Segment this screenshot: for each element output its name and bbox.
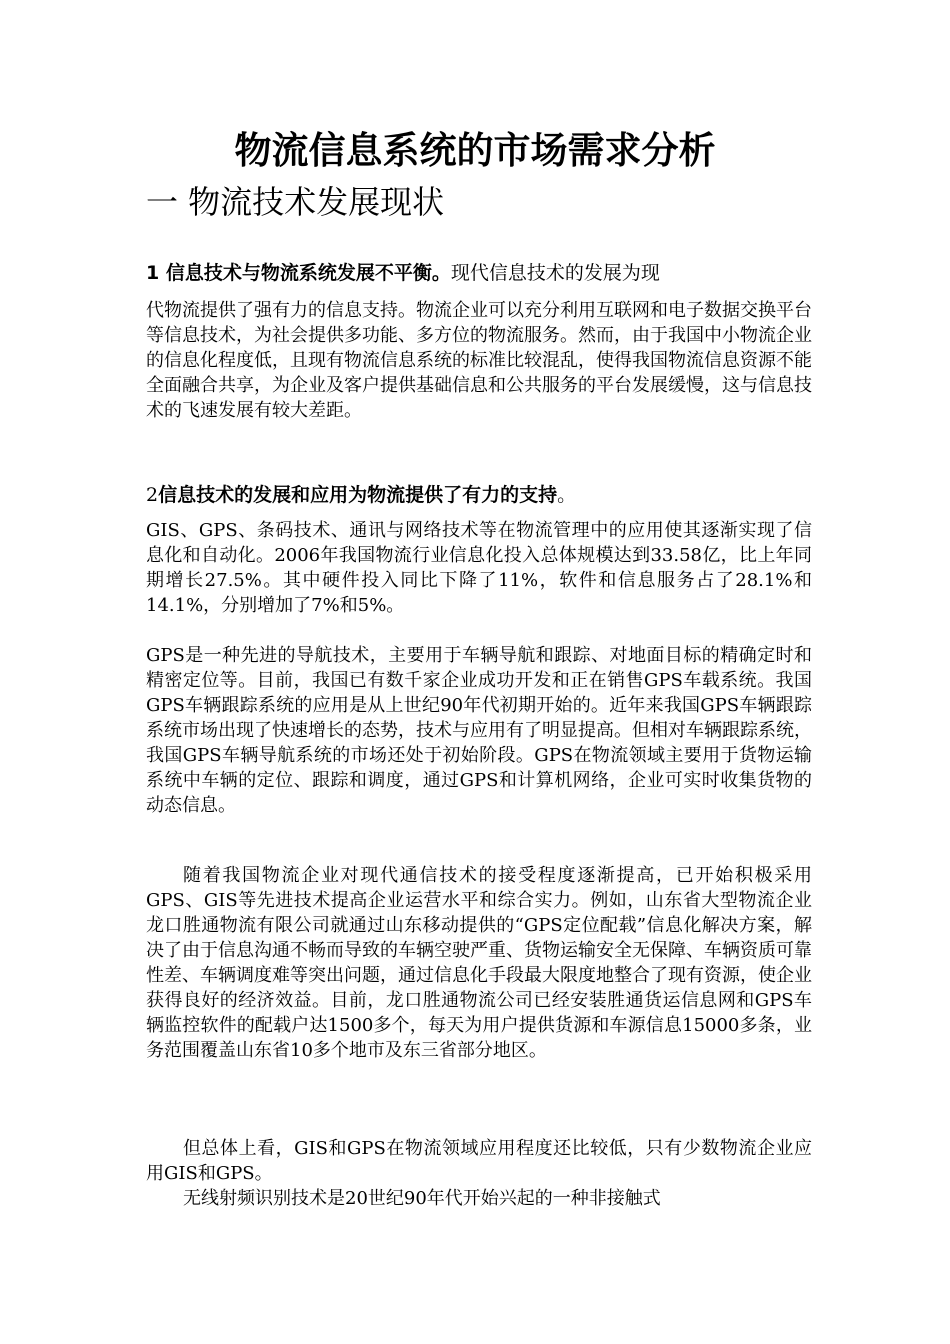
point2-trailing: 。 xyxy=(557,484,577,506)
point1-body: 代物流提供了强有力的信息支持。物流企业可以充分利用互联网和电子数据交换平台等信息技术，为社会提供多功能、多方位的物流服务。然而，由于我国中小物流企业的信息化程度低，且现有物流信息系统的标准比较混乱，使得我国物流信息资源不能全面融合共享，为企业及客户提供基础信息和公共服务的平台发展缓慢，这与信息技术的飞速发展有较大差距。 xyxy=(146,300,812,421)
paragraph-rfid: 无线射频识别技术是20世纪90年代开始兴起的一种非接触式 xyxy=(183,1188,661,1209)
point2-number: 2 xyxy=(146,484,159,506)
document-title: 物流信息系统的市场需求分析 xyxy=(234,129,716,172)
paragraph-example: 随着我国物流企业对现代通信技术的接受程度逐渐提高，已开始积极采用GPS、GIS等先进技术提高企业运营水平和综合实力。例如，山东省大型物流企业龙口胜通物流有限公司就通过山东移动提供的“GPS定位配载”信息化解决方案，解决了由于信息沟通不畅而导致的车辆空驶严重、货物运输安全无保障、车辆资质可靠性差、车辆调度难等突出问题，通过信息化手段最大限度地整合了现有资源，使企业获得良好的经济效益。目前，龙口胜通物流公司已经安装胜通货运信息网和GPS车辆监控软件的配载户达1500多个，每天为用户提供货源和车源信息15000多条，业务范围覆盖山东省10多个地市及东三省部分地区。 xyxy=(146,865,812,1061)
point1-heading: 1 信息技术与物流系统发展不平衡。 xyxy=(146,262,451,284)
section-heading: 一 物流技术发展现状 xyxy=(146,183,445,221)
point2-heading-line xyxy=(146,481,826,509)
paragraph-gps: GPS是一种先进的导航技术，主要用于车辆导航和跟踪、对地面目标的精确定时和精密定位等。目前，我国已有数千家企业成功开发和正在销售GPS车载系统。我国GPS车辆跟踪系统的应用是从上世纪90年代初期开始的。近年来我国GPS车辆跟踪系统市场出现了快速增长的态势，技术与应用有了明显提高。但相对车辆跟踪系统，我国GPS车辆导航系统的市场还处于初始阶段。GPS在物流领域主要用于货物运输系统中车辆的定位、跟踪和调度，通过GPS和计算机网络，企业可实时收集货物的动态信息。 xyxy=(146,645,812,816)
point1-lead-text: 现代信息技术的发展为现 xyxy=(450,262,660,284)
paragraph-overall: 但总体上看，GIS和GPS在物流领域应用程度还比较低，只有少数物流企业应用GIS和GPS。 xyxy=(146,1138,812,1184)
point2-heading: 信息技术的发展和应用为物流提供了有力的支持 xyxy=(158,484,558,506)
point2-body: GIS、GPS、条码技术、通讯与网络技术等在物流管理中的应用使其逐渐实现了信息化和自动化。2006年我国物流行业信息化投入总体规模达到33.58亿，比上年同期增长27.5%。其中硬件投入同比下降了11%，软件和信息服务占了28.1%和14.1%，分别增加了7%和5%。 xyxy=(146,520,812,616)
point1-heading-line xyxy=(146,259,826,287)
